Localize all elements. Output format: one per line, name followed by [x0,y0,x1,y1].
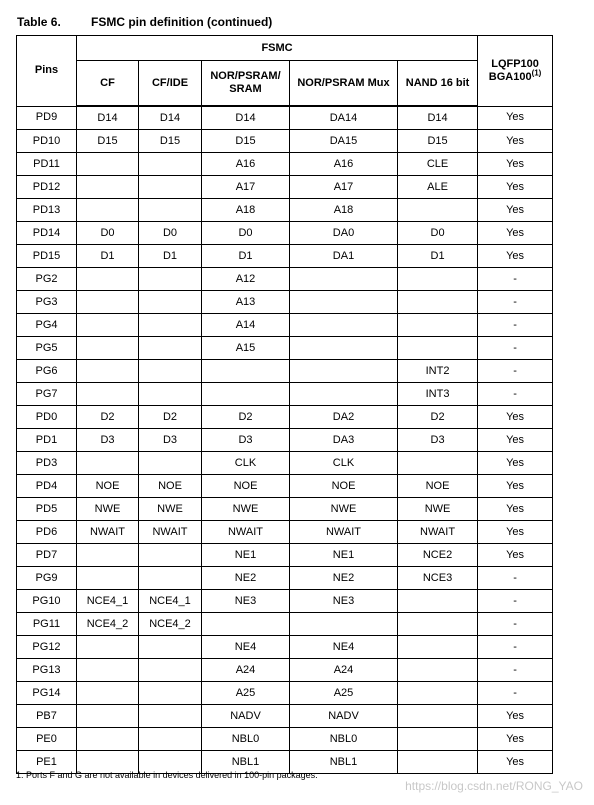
cell-nor-psram-sram: D14 [202,106,290,130]
cell-nor-psram-mux: DA15 [290,130,398,153]
fsmc-pin-table [16,35,553,774]
cell-cfide [139,544,202,567]
cell-nor-psram-mux [290,337,398,360]
cell-nand-16bit [398,613,478,636]
cell-nand-16bit [398,590,478,613]
cell-pin: PG2 [17,268,77,291]
cell-nor-psram-mux [290,268,398,291]
header-package-line1: LQFP100 [491,57,539,70]
table-row [17,268,553,291]
cell-nor-psram-mux: NWE [290,498,398,521]
cell-nor-psram-sram: D15 [202,130,290,153]
table-row [17,153,553,176]
cell-pin: PG5 [17,337,77,360]
cell-nand-16bit: NWAIT [398,521,478,544]
table-row [17,498,553,521]
cell-nand-16bit [398,751,478,774]
cell-lqfp100-bga100: Yes [478,153,553,176]
cell-cfide: D3 [139,429,202,452]
cell-lqfp100-bga100: Yes [478,498,553,521]
cell-cf: NWE [77,498,139,521]
cell-nand-16bit: INT2 [398,360,478,383]
cell-nor-psram-sram: CLK [202,452,290,475]
cell-lqfp100-bga100: Yes [478,406,553,429]
cell-nand-16bit: D14 [398,106,478,130]
cell-nor-psram-sram: A17 [202,176,290,199]
cell-cfide [139,153,202,176]
cell-pin: PD10 [17,130,77,153]
cell-lqfp100-bga100: Yes [478,751,553,774]
cell-nor-psram-sram: NBL1 [202,751,290,774]
cell-nor-psram-sram: A15 [202,337,290,360]
cell-nor-psram-mux [290,314,398,337]
cell-lqfp100-bga100: Yes [478,106,553,130]
cell-pin: PD0 [17,406,77,429]
cell-nand-16bit [398,314,478,337]
cell-nor-psram-sram: NE3 [202,590,290,613]
cell-nor-psram-mux: NADV [290,705,398,728]
cell-pin: PG13 [17,659,77,682]
cell-cfide: D2 [139,406,202,429]
header-package [478,36,553,107]
cell-lqfp100-bga100: Yes [478,199,553,222]
cell-nor-psram-mux: NE1 [290,544,398,567]
cell-nor-psram-mux: DA1 [290,245,398,268]
header-fsmc: FSMC [77,36,478,61]
footnote-ref: (1) [531,68,542,78]
table-row [17,544,553,567]
cell-pin: PD11 [17,153,77,176]
cell-cfide: NWE [139,498,202,521]
table-row [17,314,553,337]
table-row [17,337,553,360]
cell-lqfp100-bga100: Yes [478,452,553,475]
cell-cfide [139,314,202,337]
cell-nor-psram-mux [290,383,398,406]
cell-lqfp100-bga100: - [478,291,553,314]
cell-nor-psram-mux: NBL1 [290,751,398,774]
cell-cf: D1 [77,245,139,268]
cell-nand-16bit [398,636,478,659]
cell-pin: PD1 [17,429,77,452]
cell-cfide [139,452,202,475]
watermark: https://blog.csdn.net/RONG_YAO [405,779,583,793]
cell-cfide [139,199,202,222]
cell-nor-psram-sram: A14 [202,314,290,337]
cell-cf [77,314,139,337]
table-row [17,682,553,705]
cell-lqfp100-bga100: - [478,636,553,659]
cell-lqfp100-bga100: Yes [478,245,553,268]
cell-cf: D3 [77,429,139,452]
cell-lqfp100-bga100: - [478,383,553,406]
cell-cf: NWAIT [77,521,139,544]
cell-cfide [139,705,202,728]
cell-cfide: NWAIT [139,521,202,544]
cell-nor-psram-sram: A24 [202,659,290,682]
cell-nor-psram-mux: A25 [290,682,398,705]
cell-lqfp100-bga100: Yes [478,705,553,728]
table-row [17,199,553,222]
table-row [17,360,553,383]
table-row [17,429,553,452]
cell-nor-psram-sram: NADV [202,705,290,728]
cell-cfide: D15 [139,130,202,153]
cell-nor-psram-sram: A12 [202,268,290,291]
cell-nor-psram-mux [290,291,398,314]
table-row [17,659,553,682]
header-cfide: CF/IDE [139,61,202,107]
cell-cf [77,728,139,751]
cell-nand-16bit [398,291,478,314]
cell-nand-16bit [398,337,478,360]
table-row [17,176,553,199]
cell-nand-16bit: D1 [398,245,478,268]
cell-nand-16bit: NCE3 [398,567,478,590]
header-cf: CF [77,61,139,107]
header-nor-psram-mux: NOR/PSRAM Mux [290,61,398,107]
cell-lqfp100-bga100: - [478,337,553,360]
header-nor-line1: NOR/PSRAM/ [210,70,281,82]
cell-cf [77,153,139,176]
cell-lqfp100-bga100: - [478,682,553,705]
cell-cf [77,268,139,291]
cell-lqfp100-bga100: - [478,613,553,636]
cell-pin: PD6 [17,521,77,544]
table-row [17,291,553,314]
cell-nand-16bit: ALE [398,176,478,199]
cell-pin: PG3 [17,291,77,314]
cell-cfide [139,682,202,705]
table-row [17,728,553,751]
cell-nor-psram-sram [202,613,290,636]
cell-nor-psram-mux: NE2 [290,567,398,590]
cell-cfide [139,567,202,590]
cell-lqfp100-bga100: Yes [478,222,553,245]
cell-cf: NOE [77,475,139,498]
table-row [17,705,553,728]
cell-nor-psram-mux: NBL0 [290,728,398,751]
cell-cf [77,383,139,406]
cell-nor-psram-sram: D1 [202,245,290,268]
cell-nor-psram-sram: NE2 [202,567,290,590]
cell-nor-psram-mux: NE4 [290,636,398,659]
cell-nor-psram-sram: A18 [202,199,290,222]
cell-pin: PG4 [17,314,77,337]
cell-lqfp100-bga100: - [478,360,553,383]
header-nor-psram-sram [202,61,290,107]
cell-nor-psram-mux [290,613,398,636]
cell-nand-16bit: D15 [398,130,478,153]
cell-cfide [139,176,202,199]
cell-nor-psram-sram: A16 [202,153,290,176]
cell-cfide [139,728,202,751]
cell-cf: D2 [77,406,139,429]
footnote: 1. Ports F and G are not available in devices delivered in 100-pin packages. [16,770,318,780]
cell-pin: PD5 [17,498,77,521]
header-package-line2: BGA100 [488,70,532,83]
cell-nor-psram-sram: NWE [202,498,290,521]
cell-pin: PG9 [17,567,77,590]
cell-nor-psram-mux: A17 [290,176,398,199]
cell-cfide: NOE [139,475,202,498]
table-row [17,475,553,498]
table-body [17,106,553,774]
cell-nand-16bit [398,452,478,475]
cell-pin: PE0 [17,728,77,751]
table-row [17,130,553,153]
cell-cf: NCE4_2 [77,613,139,636]
cell-lqfp100-bga100: - [478,590,553,613]
cell-nand-16bit [398,659,478,682]
cell-cf: NCE4_1 [77,590,139,613]
cell-cfide [139,337,202,360]
cell-nor-psram-sram: NWAIT [202,521,290,544]
cell-nor-psram-mux: DA3 [290,429,398,452]
cell-pin: PD14 [17,222,77,245]
cell-nand-16bit: NWE [398,498,478,521]
cell-nor-psram-mux: NWAIT [290,521,398,544]
cell-lqfp100-bga100: - [478,268,553,291]
table-row [17,613,553,636]
cell-lqfp100-bga100: Yes [478,475,553,498]
cell-cf [77,291,139,314]
cell-nor-psram-mux: A16 [290,153,398,176]
cell-nor-psram-mux: DA0 [290,222,398,245]
header-nor-line2: SRAM [229,83,262,95]
cell-cf [77,659,139,682]
cell-nand-16bit [398,199,478,222]
cell-nand-16bit: D2 [398,406,478,429]
cell-nand-16bit: INT3 [398,383,478,406]
cell-cf [77,682,139,705]
cell-nor-psram-sram: NE4 [202,636,290,659]
cell-lqfp100-bga100: Yes [478,429,553,452]
header-pins: Pins [17,36,77,107]
cell-cfide [139,268,202,291]
cell-cf [77,199,139,222]
cell-nor-psram-sram: D3 [202,429,290,452]
cell-lqfp100-bga100: - [478,567,553,590]
cell-pin: PD3 [17,452,77,475]
cell-nor-psram-sram [202,383,290,406]
cell-nand-16bit [398,705,478,728]
cell-pin: PD12 [17,176,77,199]
cell-nand-16bit [398,728,478,751]
table-row [17,521,553,544]
cell-lqfp100-bga100: Yes [478,544,553,567]
cell-cfide: D1 [139,245,202,268]
cell-nor-psram-mux: DA2 [290,406,398,429]
table-row [17,106,553,130]
cell-cfide [139,659,202,682]
cell-nand-16bit: CLE [398,153,478,176]
cell-cf: D14 [77,106,139,130]
cell-nor-psram-mux: DA14 [290,106,398,130]
cell-nand-16bit: D3 [398,429,478,452]
cell-pin: PD15 [17,245,77,268]
cell-cf [77,705,139,728]
table-title: FSMC pin definition (continued) [91,15,273,29]
cell-pin: PG12 [17,636,77,659]
cell-nand-16bit [398,682,478,705]
cell-cf [77,452,139,475]
cell-pin: PG14 [17,682,77,705]
cell-lqfp100-bga100: Yes [478,521,553,544]
table-row [17,636,553,659]
cell-cf [77,636,139,659]
cell-cf [77,544,139,567]
cell-cf: D15 [77,130,139,153]
cell-cfide: NCE4_2 [139,613,202,636]
cell-lqfp100-bga100: Yes [478,728,553,751]
cell-pin: PD9 [17,106,77,130]
cell-pin: PG7 [17,383,77,406]
cell-nand-16bit [398,268,478,291]
cell-nor-psram-mux: A24 [290,659,398,682]
cell-nor-psram-mux: NE3 [290,590,398,613]
cell-cfide: D0 [139,222,202,245]
table-row [17,406,553,429]
cell-cfide [139,636,202,659]
cell-nor-psram-mux [290,360,398,383]
cell-cf [77,176,139,199]
cell-lqfp100-bga100: - [478,659,553,682]
table-row [17,452,553,475]
table-row [17,567,553,590]
table-caption [17,15,272,29]
cell-cfide: D14 [139,106,202,130]
table-row [17,245,553,268]
cell-cfide [139,383,202,406]
cell-pin: PG6 [17,360,77,383]
cell-nor-psram-sram: NOE [202,475,290,498]
cell-nor-psram-sram: A13 [202,291,290,314]
cell-pin: PB7 [17,705,77,728]
cell-nor-psram-sram: A25 [202,682,290,705]
table-row [17,222,553,245]
table-number: Table 6. [17,15,61,29]
cell-nor-psram-mux: CLK [290,452,398,475]
header-nand-16bit: NAND 16 bit [398,61,478,107]
cell-nor-psram-sram: D0 [202,222,290,245]
cell-pin: PE1 [17,751,77,774]
cell-nor-psram-sram: D2 [202,406,290,429]
cell-nor-psram-mux: NOE [290,475,398,498]
cell-nor-psram-sram: NBL0 [202,728,290,751]
cell-cf [77,567,139,590]
cell-pin: PG11 [17,613,77,636]
cell-nand-16bit: D0 [398,222,478,245]
cell-cf [77,337,139,360]
cell-lqfp100-bga100: Yes [478,130,553,153]
cell-nor-psram-sram [202,360,290,383]
cell-cf: D0 [77,222,139,245]
cell-cfide [139,291,202,314]
table-row [17,383,553,406]
cell-pin: PD4 [17,475,77,498]
cell-nor-psram-sram: NE1 [202,544,290,567]
cell-nor-psram-mux: A18 [290,199,398,222]
cell-nand-16bit: NOE [398,475,478,498]
cell-pin: PD13 [17,199,77,222]
table-row [17,590,553,613]
cell-pin: PG10 [17,590,77,613]
cell-nand-16bit: NCE2 [398,544,478,567]
cell-cfide: NCE4_1 [139,590,202,613]
cell-pin: PD7 [17,544,77,567]
cell-cfide [139,360,202,383]
cell-cf [77,360,139,383]
cell-lqfp100-bga100: Yes [478,176,553,199]
cell-lqfp100-bga100: - [478,314,553,337]
